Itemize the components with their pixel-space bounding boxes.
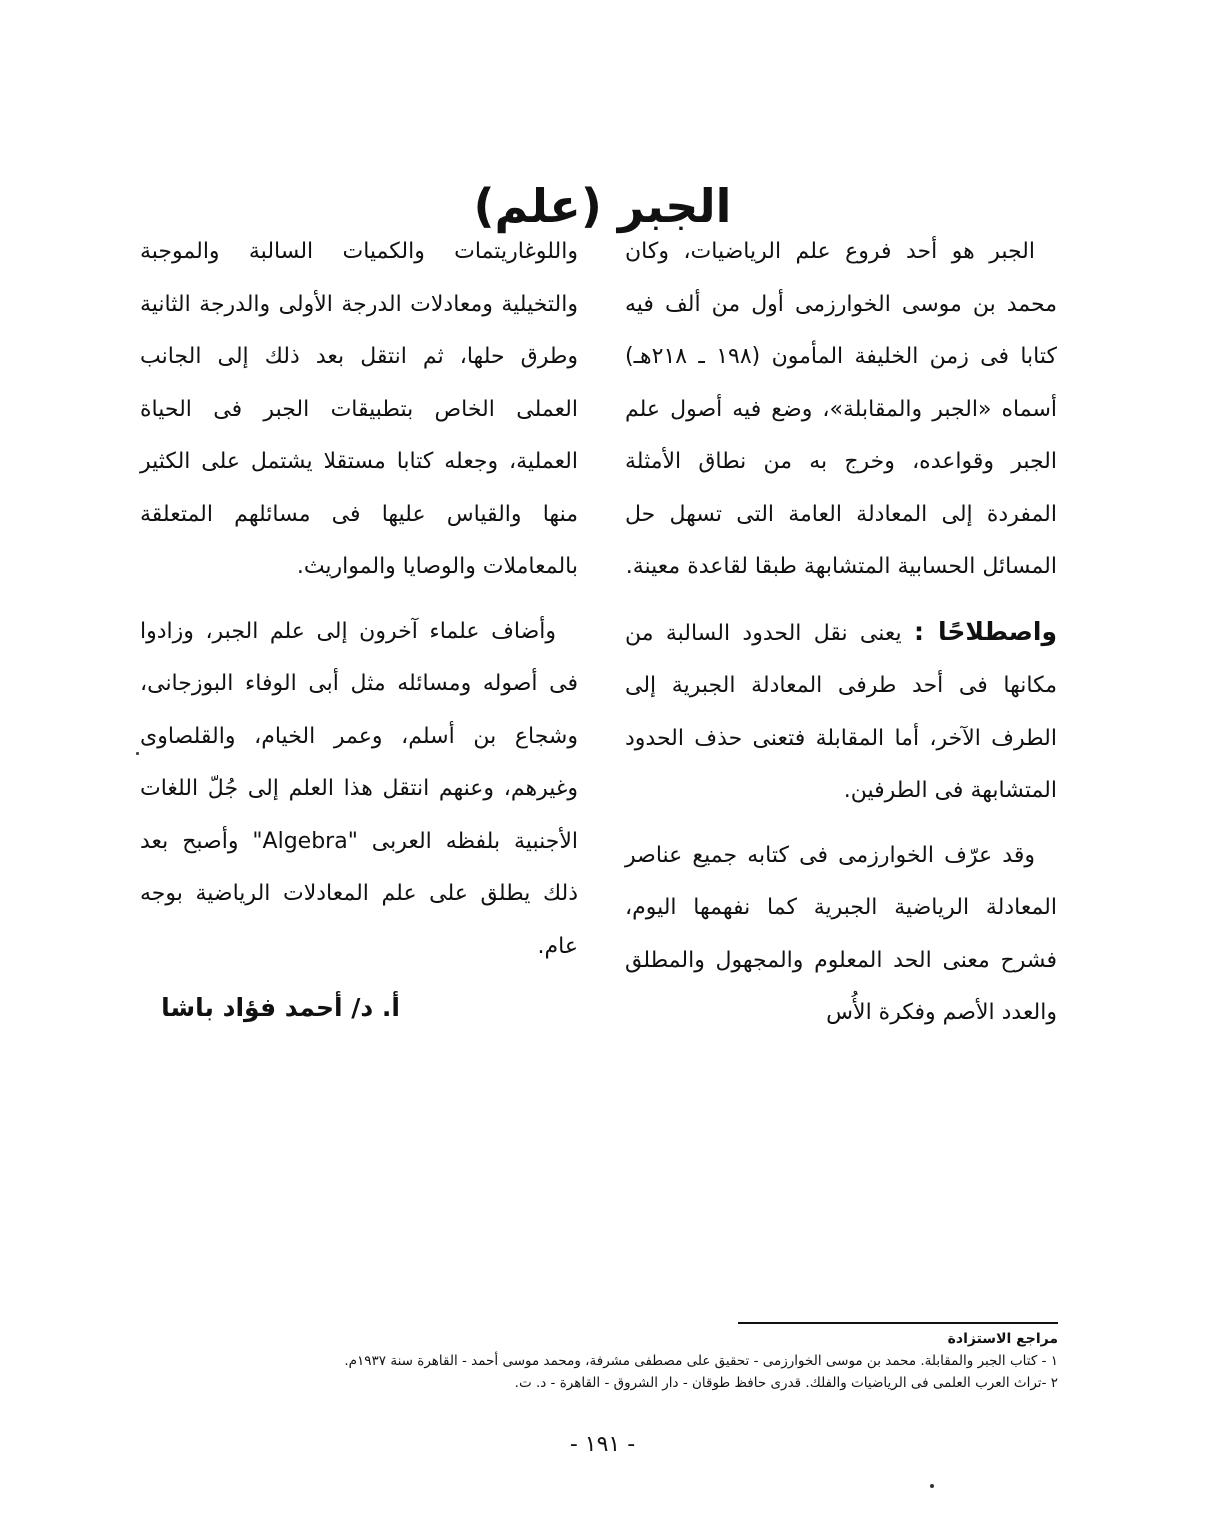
paragraph-definition-text: الجبر هو أحد فروع علم الرياضيات، وكان محمد بن موسى الخوارزمى أول من ألف فيه كتابا فى زمن الخليفة المأمون (١٩٨ ـ ٢١٨هـ) أسماه «الجبر والمقابلة»، وضع فيه أصول علم الجبر وقواعده، وخرج به من نطاق الأمثلة المفردة إلى المعادلة العامة التى تسهل حل المسائل الحسابية المتشابهة طبقا لقاعدة معينة. bbox=[625, 239, 1057, 579]
article-title: الجبر (علم) bbox=[473, 178, 732, 233]
paragraph-applications bbox=[140, 226, 578, 594]
footnote-divider bbox=[738, 1322, 1058, 1324]
paragraph-scholars-text: وأضاف علماء آخرون إلى علم الجبر، وزادوا فى أصوله ومسائله مثل أبى الوفاء البوزجانى، وشجاع بن أسلم، وعمر الخيام، والقلصاوى وغيرهم، وعنهم انتقل هذا العلم إلى جُلّ اللغات الأجنبية بلفظه العربى "Algebra" وأصبح بعد ذلك يطلق على علم المعادلات الرياضية بوجه عام. bbox=[140, 618, 578, 959]
paragraph-definition bbox=[625, 226, 1057, 594]
author-signature: أ. د/ أحمد فؤاد باشا bbox=[161, 993, 400, 1022]
paragraph-terminology bbox=[625, 606, 1057, 818]
paragraph-scholars bbox=[140, 606, 578, 974]
references-section bbox=[260, 1328, 1058, 1394]
terminology-term: واصطلاحًا : bbox=[913, 616, 1057, 646]
paragraph-khwarizmi bbox=[625, 830, 1057, 1040]
reference-item: ١ - كتاب الجبر والمقابلة. محمد بن موسى الخوارزمى - تحقيق على مصطفى مشرفة، ومحمد موسى أحمد - القاهرة سنة ١٩٣٧م. bbox=[344, 1353, 1058, 1369]
scan-speck bbox=[930, 1484, 934, 1488]
paragraph-applications-text: واللوغاريتمات والكميات السالبة والموجبة والتخيلية ومعادلات الدرجة الأولى والدرجة الثانية وطرق حلها، ثم انتقل بعد ذلك إلى الجانب العملى الخاص بتطبيقات الجبر فى الحياة العملية، وجعله كتابا مستقلا يشتمل على الكثير منها والقياس عليها فى مسائلهم المتعلقة بالمعاملات والوصايا والمواريث. bbox=[140, 239, 578, 579]
left-column bbox=[140, 226, 578, 973]
paragraph-khwarizmi-text: وقد عرّف الخوارزمى فى كتابه جميع عناصر المعادلة الرياضية الجبرية كما نفهمها اليوم، فشرح معنى الحد المعلوم والمجهول والمطلق والعدد الأصم وفكرة الأُس bbox=[625, 842, 1057, 1025]
reference-item: ٢ -تراث العرب العلمى فى الرياضيات والفلك. قدرى حافظ طوقان - دار الشروق - القاهرة - د. ت. bbox=[514, 1375, 1058, 1391]
scan-mark bbox=[136, 752, 139, 755]
terminology-text: يعنى نقل الحدود السالبة من مكانها فى أحد طرفى المعادلة الجبرية إلى الطرف الآخر، أما المقابلة فتعنى حذف الحدود المتشابهة فى الطرفين. bbox=[625, 620, 1057, 803]
right-column bbox=[625, 226, 1057, 1040]
references-heading: مراجع الاستزادة bbox=[947, 1331, 1058, 1347]
page-number: - ١٩١ - bbox=[569, 1432, 636, 1457]
